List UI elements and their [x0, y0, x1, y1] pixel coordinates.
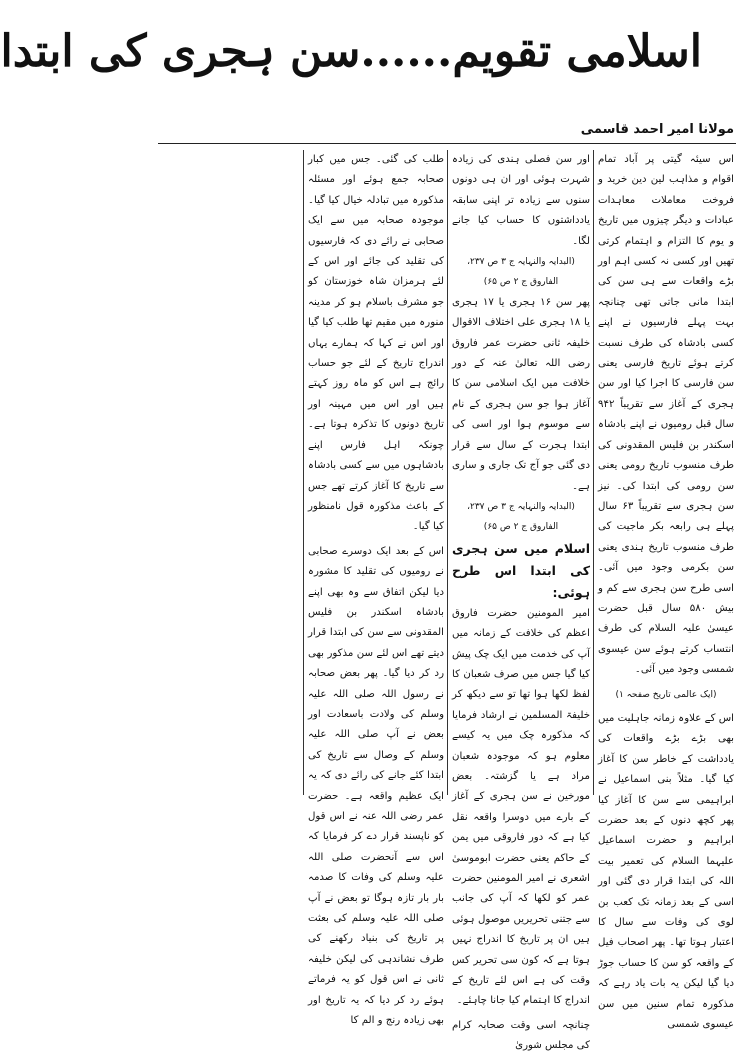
header-divider: [158, 143, 736, 144]
paragraph: اس کے بعد ایک دوسرے صحابی نے رومیوں کی تقلید کا مشورہ دیا لیکن اتفاق سے وہ بھی اپنے بادشاہ اسکندر بن فلیس المقدونی سے سن کی ابتدا قرار دیتے تھے اس لئے سن مذکور بھی رد کر دیا گیا۔ پھر بعض صحابہ نے رسول اللہ صلی اللہ علیہ وسلم کی ولادت باسعادت اور بعض نے آپ صلی اللہ علیہ وسلم کے وصال سے تاریخ کی ابتدا کئے جانے کی رائے دی کہ یہ ایک عظیم واقعہ ہے۔ حضرت عمر رضی اللہ عنہ نے اس قول کو ناپسند قرار دے کر فرمایا کہ اس سے آنحضرت صلی اللہ علیہ وسلم کی وفات کا صدمہ بار بار تازہ ہوگا تو بعض نے آپ صلی اللہ علیہ وسلم کی بعثت پر تاریخ کی بنیاد رکھنے کی طرف نشاندہی کی لیکن خلیفہ ثانی نے اس قول کو یہ فرماتے ہوئے رد کر دیا کہ یہ تاریخ اور بھی زیادہ رنج و الم کا: [308, 545, 444, 1027]
reference-note: (ایک عالمی تاریخ صفحہ ۱): [615, 689, 717, 700]
reference-note: (البدایہ والنہایہ ج ۳ ص ۲۳۷، الفاروق ج ۲ ص ۶۵): [467, 501, 575, 533]
paragraph: چنانچہ اسی وقت صحابہ کرام کی مجلس شوریٰ: [452, 1019, 590, 1052]
paragraph: پھر سن ۱۶ ہجری یا ۱۷ ہجری یا ۱۸ ہجری علی اختلاف الاقوال خلیفہ ثانی حضرت عمر فاروق رضی اللہ تعالیٰ عنہ کے دور خلافت میں ایک اسلامی سن کا آغاز ہوا جو سن ہجری کے نام سے موسوم ہوا اور اسی کی ابتدا ہجرت کے سال سے قرار دی گئی جو آج تک جاری و ساری ہے۔: [452, 296, 591, 492]
paragraph: امیر المومنین حضرت فاروق اعظم کی خلافت کے زمانہ میں آپ کی خدمت میں ایک چک پیش کیا گیا جس میں صرف شعبان کا لفظ لکھا ہوا تھا تو سے دیکھ کر خلیفۃ المسلمین نے ارشاد فرمایا کہ مذکورہ چک میں یہ کیسے معلوم ہو کہ موجودہ شعبان مراد ہے یا گزشتہ۔ بعض مورخین نے سن ہجری کے آغاز کے بارے میں دوسرا واقعہ نقل کیا ہے کہ دور فاروقی میں یمن کے حاکم یعنی حضرت ابوموسیٰ اشعری نے امیر المومنین حضرت عمر کو لکھا کہ آپ کی جانب سے جتنی تحریریں موصول ہوئی ہیں ان پر تاریخ کا اندراج نہیں ہوتا ہے کہ کون سی تحریر کس وقت کی ہے اس لئے تاریخ کے اندراج کا اہتمام کیا جانا چاہئے۔: [452, 607, 590, 1007]
column-divider: [447, 150, 448, 795]
paragraph: اس کے علاوہ زمانہ جاہلیت میں بھی بڑے بڑے واقعات کی یادداشت کے خاطر سن کا آغاز کیا گیا۔ مثلاً بنی اسماعیل نے ابراہیمی سے سن کا آغاز کیا پھر کچھ دنوں کے بعد حضرت ابراہیم و حضرت اسماعیل علیہما السلام کی تعمیر بیت اللہ کی ابتدا قرار دی گئی اور اسی کے بعد زمانہ تک کعب بن لوی کی وفات سے سال کا اعتبار ہوتا تھا۔ پھر اصحاب فیل کے واقعہ کو سن کا حساب جوڑ دیا گیا لیکن یہ بات یاد رہے کہ مذکورہ تمام سنین میں سن عیسوی شمسی: [598, 712, 734, 1031]
section-subheading: اسلام میں سن ہجری کی ابتدا اس طرح ہوئی:: [452, 540, 590, 600]
column-divider: [593, 150, 594, 795]
text-column-2: [452, 150, 591, 1052]
paragraph: اور سن فصلی ہندی کی زیادہ شہرت ہوئی اور ان ہی دونوں سنوں سے زیادہ تر اپنی سابقہ یادداشتوں کا حساب کیا جانے لگا۔: [452, 154, 590, 247]
reference-note: (البدایہ والنہایہ ج ۳ ص ۲۳۷، الفاروق ج ۲ ص ۶۵): [467, 257, 575, 288]
article-headline: اسلامی تقویم......سن ہجری کی ابتدا: [0, 26, 702, 77]
column-divider: [303, 150, 304, 795]
text-column-3: [308, 150, 444, 1027]
paragraph: اس سیئہ گیتی پر آباد تمام اقوام و مذاہب لین دین خرید و فروخت معاملات معاہدات عبادات و دیگر چیزوں میں تاریخ و یوم کا التزام و اہتمام کرتی تھیں اور کسی نہ کسی اہم اور بڑے واقعات سے ہی سن کی ابتدا مانی جاتی تھی چنانچہ بہت پہلے فارسیوں نے اپنے کسی بادشاہ کی طرف نسبت کرتے ہوئے تاریخ فارسی یعنی سن فارسی کا اجرا کیا اور سن ہجری کے آغاز سے تقریباً ۹۴۲ سال قبل رومیوں نے اپنے بادشاہ اسکندر بن فلیس المقدونی کی طرف منسوب تاریخ رومی یعنی سن رومی کی ابتدا کی۔ نیز سن ہجری سے تقریباً ۶۳ سال پہلے ہی رابعہ بکر ماجیت کی طرف منسوب تاریخ ہندی یعنی سن بکرمی وجود میں آئی۔ اسی طرح سن ہجری سے کم و بیش ۵۸۰ سال قبل حضرت عیسیٰ علیہ السلام کی طرف انتساب کرتے ہوئے سن عیسوی شمسی وجود میں آئی۔: [598, 154, 735, 676]
author-byline: مولانا امیر احمد قاسمی: [580, 122, 734, 137]
paragraph: طلب کی گئی۔ جس میں کبار صحابہ جمع ہوئے اور مسئلہ مذکورہ میں تبادلہ خیال کیا گیا۔ موجودہ صحابہ میں سے ایک صحابی نے رائے دی کہ فارسیوں کی تقلید کی جائے اور اس کے لئے ہرمزان شاہ خوزستان کو جو مشرف باسلام ہو کر مدینہ منورہ میں مقیم تھا طلب کیا گیا اور اس نے کہا کہ ہمارے یہاں اندراج تاریخ کے لئے جو حساب رائج ہے اس کو ماہ روز کہتے ہیں اور اس میں مہینہ اور تاریخ دونوں کا تذکرہ ہوتا ہے۔ چونکہ اہل فارس اپنے بادشاہوں میں سے کسی بادشاہ سے تاریخ کا آغاز کرتے تھے جس کے باعث مذکورہ قول نامنظور کیا گیا۔: [308, 154, 444, 533]
text-column-4: [160, 150, 300, 795]
text-column-1: [598, 150, 735, 1031]
